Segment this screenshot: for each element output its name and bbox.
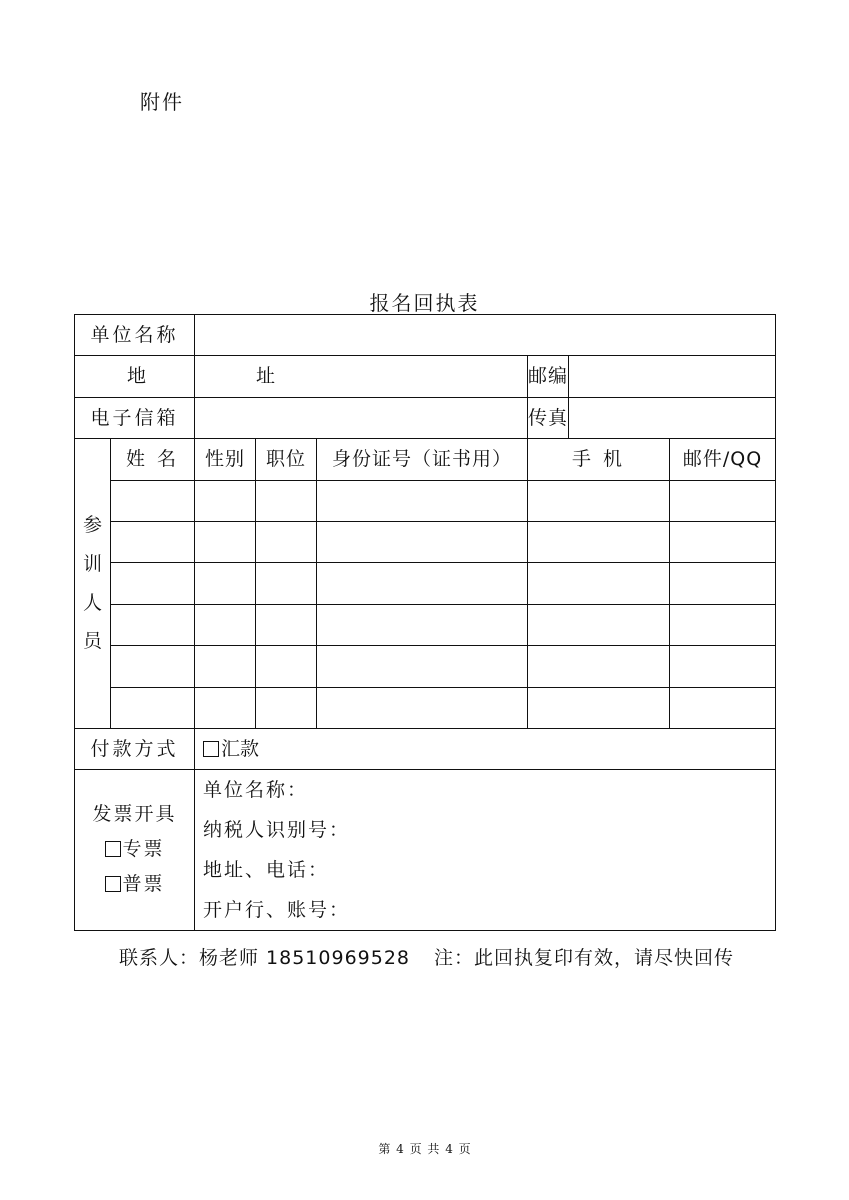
participant-name-cell[interactable] [111,480,195,521]
participant-gender-cell[interactable] [195,521,256,562]
address-row [75,356,776,397]
regular-invoice-checkbox[interactable] [105,876,121,892]
invoice-options [75,770,195,931]
table-row [75,687,776,728]
unit-name-label: 单位名称 [75,315,195,356]
email-row [75,397,776,438]
participant-gender-cell[interactable] [195,480,256,521]
table-row [75,521,776,562]
participant-email-cell[interactable] [670,521,776,562]
participant-position-cell[interactable] [256,480,317,521]
email-label: 电子信箱 [75,397,195,438]
table-row [75,480,776,521]
participant-id-cell[interactable] [317,687,528,728]
unit-name-field[interactable] [195,315,776,356]
address-label: 地 址 [75,356,195,397]
postcode-label: 邮编 [528,356,569,397]
participants-header-row [75,439,776,480]
participant-position-cell[interactable] [256,604,317,645]
col-email-qq-header: 邮件/QQ [670,439,776,480]
attachment-label: 附件 [140,90,184,114]
invoice-bank-account-field[interactable]: 开户行、账号： [203,899,351,922]
participant-mobile-cell[interactable] [528,646,670,687]
table-row [75,563,776,604]
participant-name-cell[interactable] [111,646,195,687]
participant-gender-cell[interactable] [195,604,256,645]
remittance-label: 汇款 [221,737,260,760]
participant-email-cell[interactable] [670,646,776,687]
participant-position-cell[interactable] [256,563,317,604]
col-gender-header: 性别 [195,439,256,480]
invoice-unit-name-field[interactable]: 单位名称： [203,779,309,802]
participant-mobile-cell[interactable] [528,687,670,728]
participant-name-cell[interactable] [111,521,195,562]
participant-email-cell[interactable] [670,604,776,645]
participant-id-cell[interactable] [317,563,528,604]
participants-label: 参 训 人 员 [75,439,111,729]
table-row [75,646,776,687]
invoice-address-phone-field[interactable]: 地址、电话： [203,859,330,882]
participant-gender-cell[interactable] [195,646,256,687]
invoice-label: 发票开具 [92,803,177,826]
col-name-header: 姓 名 [111,439,195,480]
col-id-header: 身份证号（证书用） [317,439,528,480]
registration-form-table [74,314,776,931]
fax-field[interactable] [569,397,776,438]
copy-note: 注：此回执复印有效，请尽快回传 [434,947,735,969]
participant-position-cell[interactable] [256,521,317,562]
participant-id-cell[interactable] [317,521,528,562]
participant-id-cell[interactable] [317,604,528,645]
participant-id-cell[interactable] [317,480,528,521]
contact-person: 联系人：杨老师 18510969528 [119,947,411,969]
participant-gender-cell[interactable] [195,687,256,728]
regular-invoice-option: 普票 [75,873,194,896]
special-invoice-checkbox[interactable] [105,841,121,857]
invoice-tax-id-field[interactable]: 纳税人识别号： [203,819,351,842]
participant-mobile-cell[interactable] [528,563,670,604]
fax-label: 传真 [528,397,569,438]
col-mobile-header: 手 机 [528,439,670,480]
participant-mobile-cell[interactable] [528,521,670,562]
special-invoice-option: 专票 [75,838,194,861]
table-row [75,604,776,645]
participant-mobile-cell[interactable] [528,604,670,645]
payment-row [75,728,776,769]
participant-gender-cell[interactable] [195,563,256,604]
participant-name-cell[interactable] [111,687,195,728]
participant-mobile-cell[interactable] [528,480,670,521]
postcode-field[interactable] [569,356,776,397]
unit-name-row [75,315,776,356]
form-title: 报名回执表 [369,291,480,315]
participant-id-cell[interactable] [317,646,528,687]
footer-contact-line [119,943,734,970]
participant-email-cell[interactable] [670,563,776,604]
participant-name-cell[interactable] [111,563,195,604]
col-position-header: 职位 [256,439,317,480]
participant-position-cell[interactable] [256,687,317,728]
participant-position-cell[interactable] [256,646,317,687]
invoice-fields [195,770,776,931]
payment-option [195,728,776,769]
participant-name-cell[interactable] [111,604,195,645]
payment-label: 付款方式 [75,728,195,769]
remittance-checkbox[interactable] [203,741,219,757]
email-field[interactable] [195,397,528,438]
participant-email-cell[interactable] [670,480,776,521]
page-number: 第 4 页 共 4 页 [378,1142,471,1156]
participant-email-cell[interactable] [670,687,776,728]
invoice-row [75,770,776,931]
